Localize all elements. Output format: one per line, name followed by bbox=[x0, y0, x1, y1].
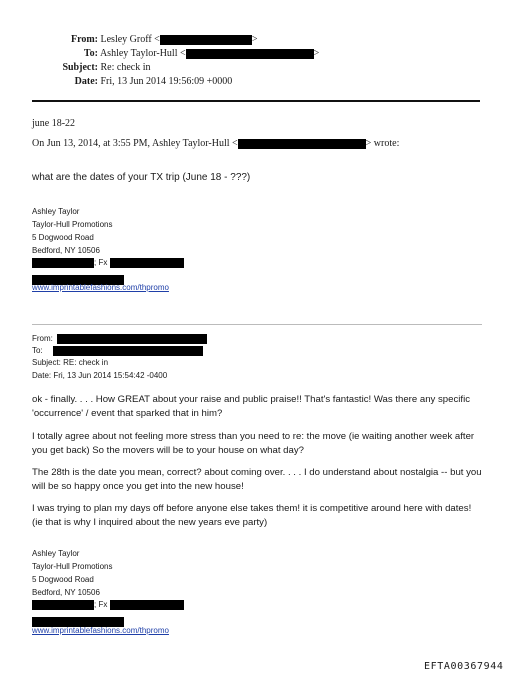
header-subject-row bbox=[40, 62, 150, 73]
header-to-close: > bbox=[313, 48, 320, 59]
header-from-row bbox=[40, 34, 257, 45]
body-paragraph-3: The 28th is the date you mean, correct? about coming over. . . . I do understand about nostalgia -- but you will be so happy once you get into the new house! bbox=[32, 467, 482, 492]
redaction bbox=[32, 600, 94, 610]
inner-from-label: From: bbox=[32, 334, 53, 344]
inner-to-label: To: bbox=[32, 346, 43, 356]
bates-number: EFTA00367944 bbox=[424, 661, 504, 672]
header-from-close: > bbox=[251, 34, 258, 45]
inner-subject: Subject: RE: check in bbox=[32, 358, 109, 367]
inner-from-row bbox=[32, 334, 207, 344]
redaction bbox=[238, 139, 366, 149]
sig2-street: 5 Dogwood Road bbox=[32, 575, 94, 584]
sig2-phone-row bbox=[32, 600, 184, 610]
redaction bbox=[110, 600, 184, 610]
header-subject-label: Subject: bbox=[62, 62, 98, 73]
sig1-phone-row bbox=[32, 258, 184, 268]
sig2-name: Ashley Taylor bbox=[32, 549, 80, 558]
header-to-value: Ashley Taylor-Hull < bbox=[99, 48, 186, 59]
sig2-city: Bedford, NY 10506 bbox=[32, 588, 100, 597]
redaction bbox=[110, 258, 184, 268]
header-date-label: Date: bbox=[74, 76, 98, 87]
inner-date: Date: Fri, 13 Jun 2014 15:54:42 -0400 bbox=[32, 371, 168, 380]
header-from-value: Lesley Groff < bbox=[100, 34, 160, 45]
sig2-website-link[interactable]: www.imprintablefashions.com/thpromo bbox=[32, 626, 169, 635]
sig1-fx: ; Fx bbox=[94, 258, 108, 268]
inner-to-row bbox=[32, 346, 203, 356]
reply-line: june 18-22 bbox=[32, 118, 76, 129]
sig1-street: 5 Dogwood Road bbox=[32, 233, 94, 242]
redaction bbox=[57, 334, 207, 344]
header-date-value: Fri, 13 Jun 2014 19:56:09 +0000 bbox=[100, 76, 233, 87]
body-paragraph-4: I was trying to plan my days off before anyone else takes them! it is competitive around here with dates! (ie that is why I inquired about the new years eve party) bbox=[32, 503, 472, 528]
header-to-row bbox=[40, 48, 319, 59]
header-subject-value: Re: check in bbox=[100, 62, 151, 73]
quote-intro-text: On Jun 13, 2014, at 3:55 PM, Ashley Taylor-Hull < bbox=[32, 138, 238, 149]
sig1-city: Bedford, NY 10506 bbox=[32, 246, 100, 255]
quote-wrote: > wrote: bbox=[365, 138, 400, 149]
redaction bbox=[160, 35, 252, 45]
body-paragraph-2: I totally agree about not feeling more stress than you need to re: the move (ie waiting another week after you get back) So the movers will be to your house on what day? bbox=[32, 431, 475, 456]
sig1-website-link[interactable]: www.imprintablefashions.com/thpromo bbox=[32, 283, 169, 292]
quoted-question: what are the dates of your TX trip (June 18 - ???) bbox=[32, 172, 251, 183]
quote-intro bbox=[32, 138, 399, 149]
sig2-fx: ; Fx bbox=[94, 600, 108, 610]
body-paragraph-1: ok - finally. . . . How GREAT about your raise and public praise!! That's fantastic! Was there any specific 'occurrence' / event that sparked that in him? bbox=[32, 394, 471, 419]
header-to-label: To: bbox=[83, 48, 98, 59]
sig2-company: Taylor-Hull Promotions bbox=[32, 562, 113, 571]
header-divider bbox=[32, 100, 480, 102]
sig1-name: Ashley Taylor bbox=[32, 207, 80, 216]
sig1-company: Taylor-Hull Promotions bbox=[32, 220, 113, 229]
header-from-label: From: bbox=[70, 34, 98, 45]
redaction bbox=[32, 258, 94, 268]
redaction bbox=[186, 49, 314, 59]
message-divider bbox=[32, 324, 482, 325]
redaction bbox=[53, 346, 203, 356]
header-date-row bbox=[40, 76, 232, 87]
